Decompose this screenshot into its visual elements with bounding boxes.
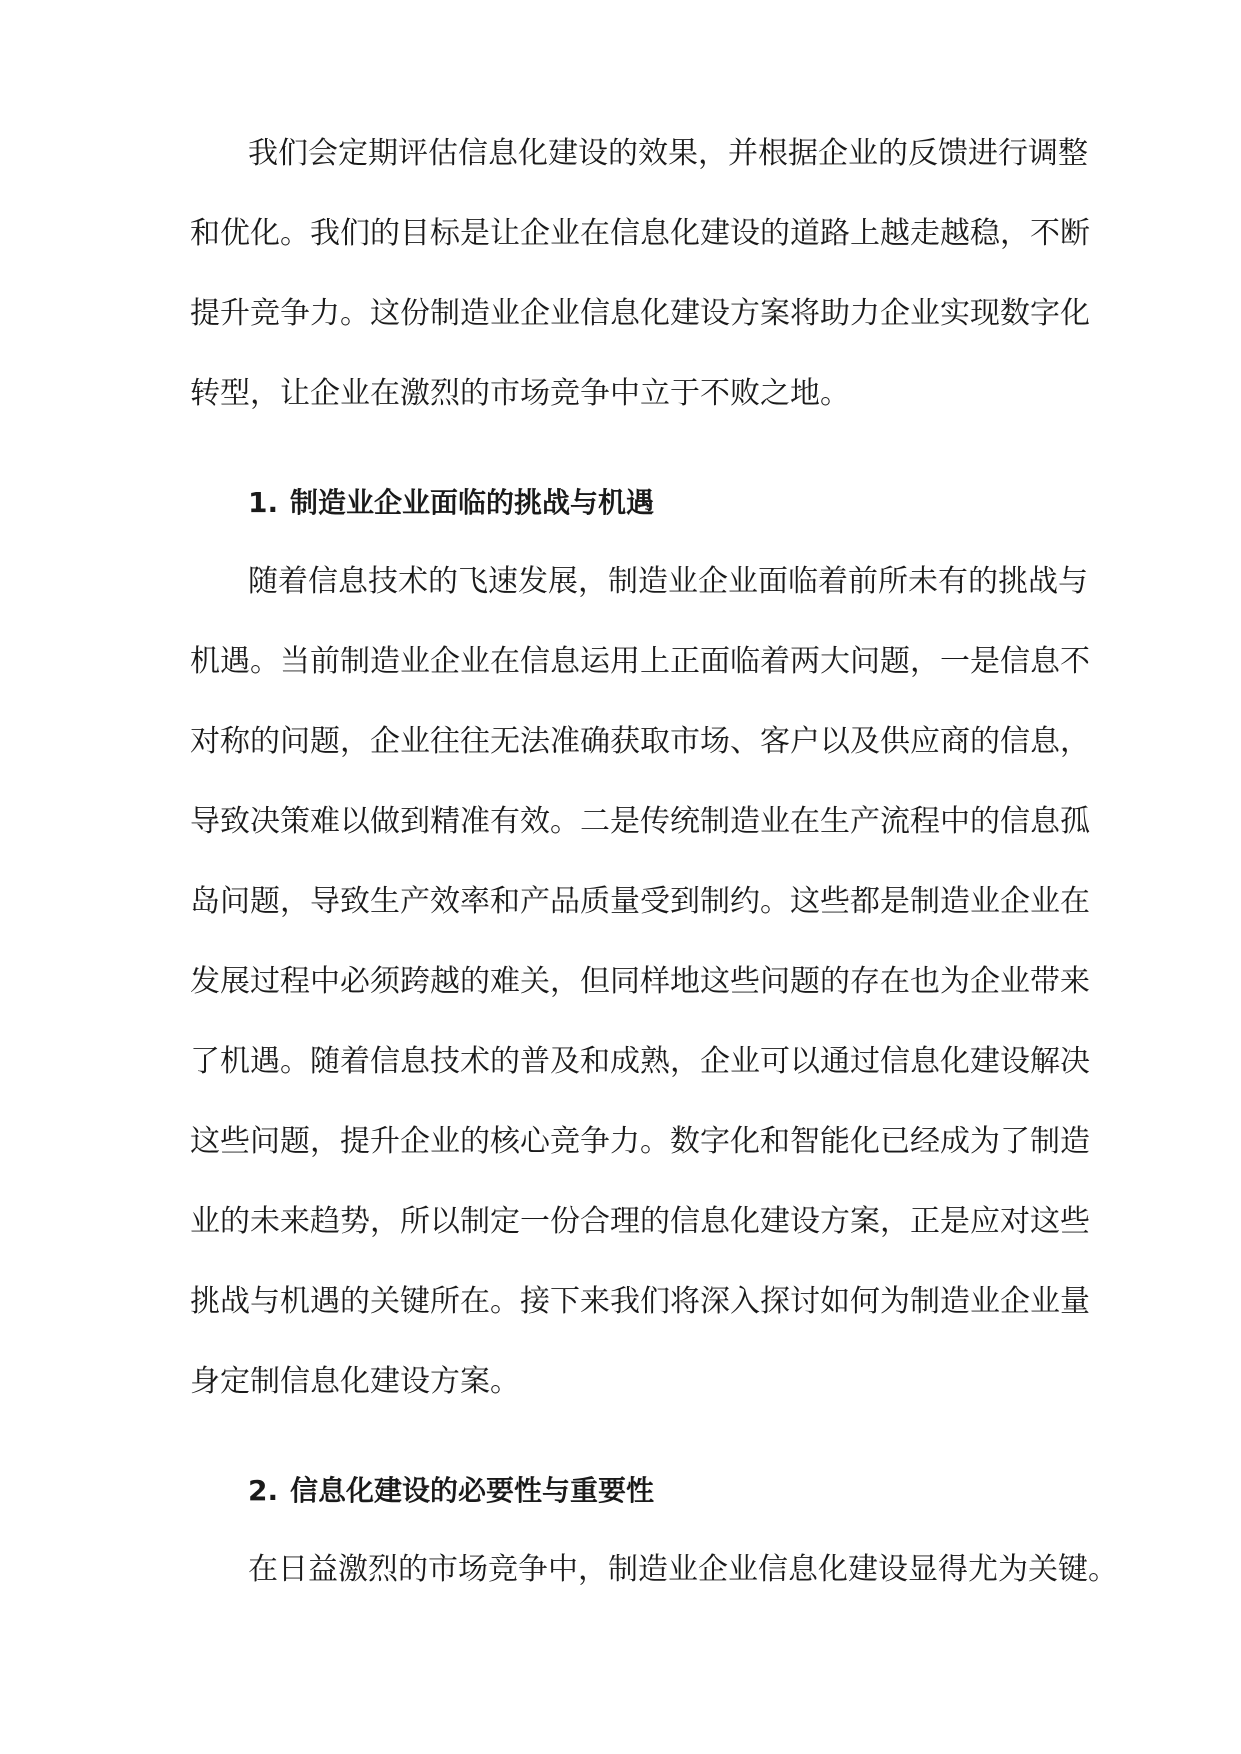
section-number: 2.	[248, 1474, 279, 1507]
section-heading-1	[248, 485, 654, 521]
paragraph-line: 身定制信息化建设方案。	[190, 1364, 520, 1399]
paragraph-line: 对称的问题，企业往往无法准确获取市场、客户以及供应商的信息，	[190, 724, 1090, 759]
paragraph-line: 我们会定期评估信息化建设的效果，并根据企业的反馈进行调整	[248, 136, 1088, 171]
paragraph-line: 提升竞争力。这份制造业企业信息化建设方案将助力企业实现数字化	[190, 296, 1090, 331]
section-heading-2	[248, 1473, 654, 1509]
paragraph-line: 岛问题，导致生产效率和产品质量受到制约。这些都是制造业企业在	[190, 884, 1090, 919]
section-title: 制造业企业面临的挑战与机遇	[290, 486, 655, 519]
paragraph-line: 在日益激烈的市场竞争中，制造业企业信息化建设显得尤为关键。	[248, 1552, 1118, 1587]
paragraph-line: 这些问题，提升企业的核心竞争力。数字化和智能化已经成为了制造	[190, 1124, 1090, 1159]
paragraph-line: 导致决策难以做到精准有效。二是传统制造业在生产流程中的信息孤	[190, 804, 1090, 839]
paragraph-line: 随着信息技术的飞速发展，制造业企业面临着前所未有的挑战与	[248, 564, 1088, 599]
paragraph-line: 业的未来趋势，所以制定一份合理的信息化建设方案，正是应对这些	[190, 1204, 1090, 1239]
paragraph-line: 了机遇。随着信息技术的普及和成熟，企业可以通过信息化建设解决	[190, 1044, 1090, 1079]
paragraph-line: 挑战与机遇的关键所在。接下来我们将深入探讨如何为制造业企业量	[190, 1284, 1090, 1319]
paragraph-line: 机遇。当前制造业企业在信息运用上正面临着两大问题，一是信息不	[190, 644, 1090, 679]
paragraph-line: 和优化。我们的目标是让企业在信息化建设的道路上越走越稳，不断	[190, 216, 1090, 251]
section-number: 1.	[248, 486, 279, 519]
paragraph-line: 转型，让企业在激烈的市场竞争中立于不败之地。	[190, 376, 850, 411]
paragraph-line: 发展过程中必须跨越的难关，但同样地这些问题的存在也为企业带来	[190, 964, 1090, 999]
section-title: 信息化建设的必要性与重要性	[290, 1474, 655, 1507]
